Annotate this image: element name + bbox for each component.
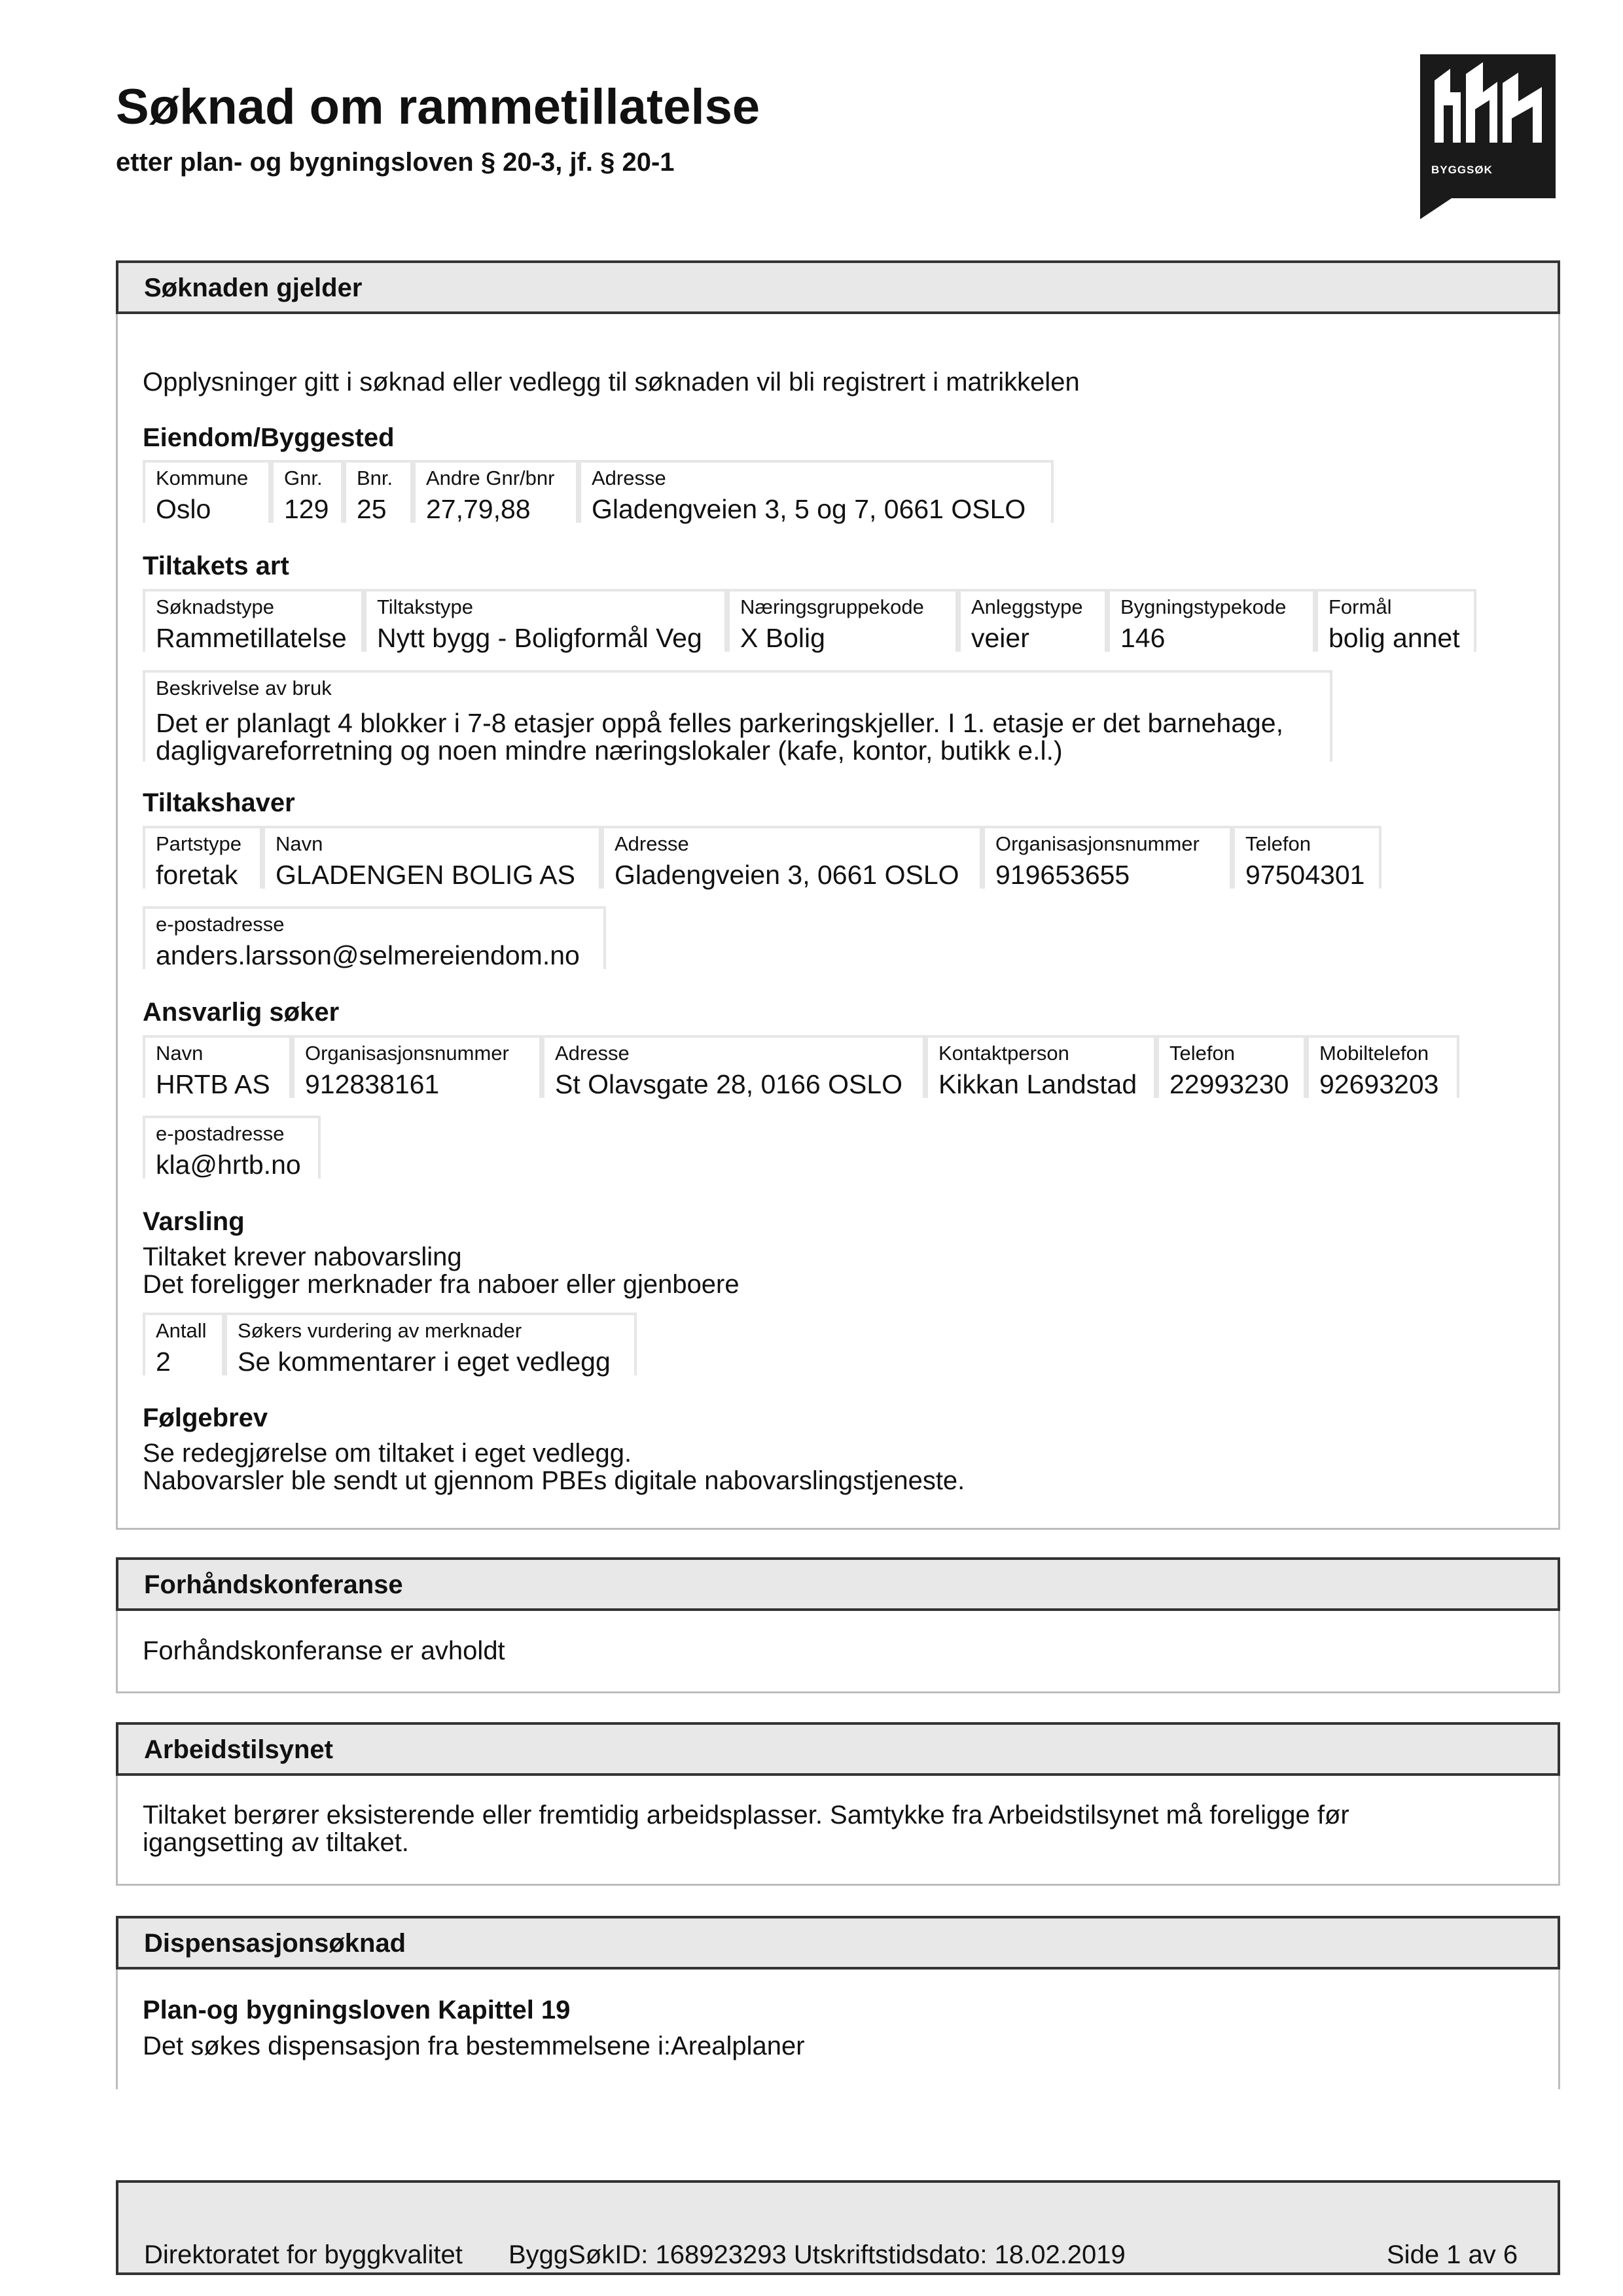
field-label: Navn	[276, 832, 323, 855]
footer-org: Direktoratet for byggkvalitet	[144, 2240, 463, 2269]
section-title: Forhåndskonferanse	[144, 1570, 403, 1599]
field-telefon	[1232, 826, 1382, 889]
field-label: Telefon	[1169, 1042, 1235, 1065]
field-label: Gnr.	[284, 467, 323, 489]
building-logo-icon	[1420, 54, 1556, 152]
footer-id-date: ByggSøkID: 168923293 Utskriftstidsdato: 18.02.2019	[508, 2240, 1126, 2269]
field-label: Formål	[1329, 595, 1392, 618]
section-header-forhandskonferanse	[116, 1557, 1560, 1611]
varsling-line1: Tiltaket krever nabovarsling	[143, 1243, 462, 1271]
field-label: Bnr.	[357, 467, 393, 489]
field-soknadstype	[143, 589, 364, 652]
field-andre-gnr-bnr	[413, 460, 579, 523]
field-sokers-vurdering	[224, 1313, 637, 1375]
ansvarlig-soker-heading: Ansvarlig søker	[143, 998, 340, 1027]
dispensasjon-subheading: Plan-og bygningsloven Kapittel 19	[143, 1996, 571, 2024]
section-header-dispensasjon	[116, 1916, 1560, 1969]
field-kommune	[143, 460, 271, 523]
field-telefon	[1156, 1035, 1306, 1098]
field-label: Organisasjonsnummer	[305, 1042, 509, 1065]
field-kontaktperson	[925, 1035, 1156, 1098]
field-value: Se kommentarer i eget vedlegg	[238, 1347, 611, 1377]
field-label: e-postadresse	[156, 1122, 285, 1145]
field-label: e-postadresse	[156, 913, 285, 936]
field-value: Gladengveien 3, 0661 OSLO	[615, 860, 959, 890]
field-value-line1: Det er planlagt 4 blokker i 7-8 etasjer oppå felles parkeringskjeller. I 1. etasje er det barnehage,	[156, 708, 1284, 738]
field-label: Partstype	[156, 832, 241, 855]
field-value: 146	[1120, 623, 1166, 653]
field-value: St Olavsgate 28, 0166 OSLO	[555, 1069, 903, 1099]
page-subtitle: etter plan- og bygningsloven § 20-3, jf. § 20-1	[116, 148, 675, 177]
folgebrev-line2: Nabovarsler ble sendt ut gjennom PBEs digitale nabovarslingstjeneste.	[143, 1466, 965, 1495]
section-header-soknaden-gjelder	[116, 260, 1560, 314]
logo-text: BYGGSØK	[1431, 164, 1493, 176]
field-label: Telefon	[1245, 832, 1311, 855]
field-value: kla@hrtb.no	[156, 1150, 301, 1180]
field-navn	[262, 826, 601, 889]
field-organisasjonsnummer	[982, 826, 1232, 889]
byggsok-logo	[1420, 54, 1556, 198]
field-naeringsgruppekode	[727, 589, 958, 652]
field-beskrivelse-av-bruk	[143, 670, 1332, 766]
field-adresse	[579, 460, 1054, 523]
field-label: Antall	[156, 1319, 207, 1342]
field-label: Adresse	[592, 467, 666, 489]
field-value: Oslo	[156, 494, 211, 524]
field-label: Adresse	[555, 1042, 630, 1065]
field-label: Anleggstype	[971, 595, 1083, 618]
field-label: Søknadstype	[156, 595, 274, 618]
field-label: Navn	[156, 1042, 204, 1065]
field-value: veier	[971, 623, 1029, 653]
field-value: 27,79,88	[426, 494, 531, 524]
forhandskonferanse-text: Forhåndskonferanse er avholdt	[143, 1636, 505, 1665]
field-value: 92693203	[1319, 1069, 1439, 1099]
section-header-arbeidstilsynet	[116, 1722, 1560, 1776]
field-value: bolig annet	[1329, 623, 1460, 653]
field-mobiltelefon	[1306, 1035, 1459, 1098]
section-title: Arbeidstilsynet	[144, 1735, 333, 1764]
field-label: Organisasjonsnummer	[995, 832, 1200, 855]
folgebrev-heading: Følgebrev	[143, 1404, 268, 1432]
varsling-line2: Det foreligger merknader fra naboer eller gjenboere	[143, 1270, 740, 1299]
page-title: Søknad om rammetillatelse	[116, 79, 760, 135]
field-antall	[143, 1313, 224, 1375]
field-e-postadresse	[143, 906, 606, 969]
field-bygningstypekode	[1107, 589, 1315, 652]
varsling-heading: Varsling	[143, 1207, 245, 1236]
field-value: Kikkan Landstad	[938, 1069, 1137, 1099]
field-value: 912838161	[305, 1069, 440, 1099]
field-value: 97504301	[1245, 860, 1365, 890]
field-label: Adresse	[615, 832, 689, 855]
field-value: Rammetillatelse	[156, 623, 347, 653]
field-tiltakstype	[364, 589, 727, 652]
field-value: GLADENGEN BOLIG AS	[276, 860, 575, 890]
logo-tail	[1420, 198, 1452, 219]
dispensasjon-text: Det søkes dispensasjon fra bestemmelsene i:Arealplaner	[143, 2032, 805, 2060]
field-anleggstype	[958, 589, 1107, 652]
field-value: Nytt bygg - Boligformål Veg	[377, 623, 702, 653]
field-label: Beskrivelse av bruk	[156, 677, 332, 699]
tiltakshaver-heading: Tiltakshaver	[143, 788, 295, 817]
field-value: X Bolig	[740, 623, 825, 653]
field-e-postadresse	[143, 1116, 321, 1178]
field-value: 919653655	[995, 860, 1130, 890]
field-gnr	[271, 460, 344, 523]
field-value: 25	[357, 494, 387, 524]
tiltakets-art-heading: Tiltakets art	[143, 552, 289, 580]
field-bnr	[344, 460, 413, 523]
field-organisasjonsnummer	[292, 1035, 542, 1098]
field-value: HRTB AS	[156, 1069, 270, 1099]
field-value: anders.larsson@selmereiendom.no	[156, 940, 580, 970]
field-label: Tiltakstype	[377, 595, 474, 618]
field-value-line2: dagligvareforretning og noen mindre næringslokaler (kafe, kontor, butikk e.l.)	[156, 735, 1063, 766]
section-title: Dispensasjonsøknad	[144, 1929, 406, 1958]
field-label: Næringsgruppekode	[740, 595, 924, 618]
arbeidstilsynet-line2: igangsetting av tiltaket.	[143, 1828, 409, 1857]
field-navn	[143, 1035, 292, 1098]
field-adresse	[601, 826, 982, 889]
field-formal	[1315, 589, 1476, 652]
footer-page-number: Side 1 av 6	[1387, 2240, 1518, 2269]
eiendom-heading: Eiendom/Byggested	[143, 423, 395, 452]
field-value: 2	[156, 1347, 171, 1377]
field-partstype	[143, 826, 262, 889]
field-label: Andre Gnr/bnr	[426, 467, 555, 489]
field-label: Kontaktperson	[938, 1042, 1069, 1065]
page-footer	[116, 2180, 1560, 2275]
arbeidstilsynet-line1: Tiltaket berører eksisterende eller fremtidig arbeidsplasser. Samtykke fra Arbeidstilsynet må foreligge før	[143, 1801, 1349, 1829]
section-title: Søknaden gjelder	[144, 274, 363, 302]
field-label: Kommune	[156, 467, 249, 489]
intro-text: Opplysninger gitt i søknad eller vedlegg til søknaden vil bli registrert i matrikkelen	[143, 368, 1080, 397]
field-label: Bygningstypekode	[1120, 595, 1287, 618]
field-value: Gladengveien 3, 5 og 7, 0661 OSLO	[592, 494, 1026, 524]
field-adresse	[542, 1035, 925, 1098]
field-value: foretak	[156, 860, 238, 890]
field-value: 22993230	[1169, 1069, 1289, 1099]
field-value: 129	[284, 494, 329, 524]
folgebrev-line1: Se redegjørelse om tiltaket i eget vedlegg.	[143, 1439, 632, 1468]
field-label: Mobiltelefon	[1319, 1042, 1429, 1065]
field-label: Søkers vurdering av merknader	[238, 1319, 522, 1342]
